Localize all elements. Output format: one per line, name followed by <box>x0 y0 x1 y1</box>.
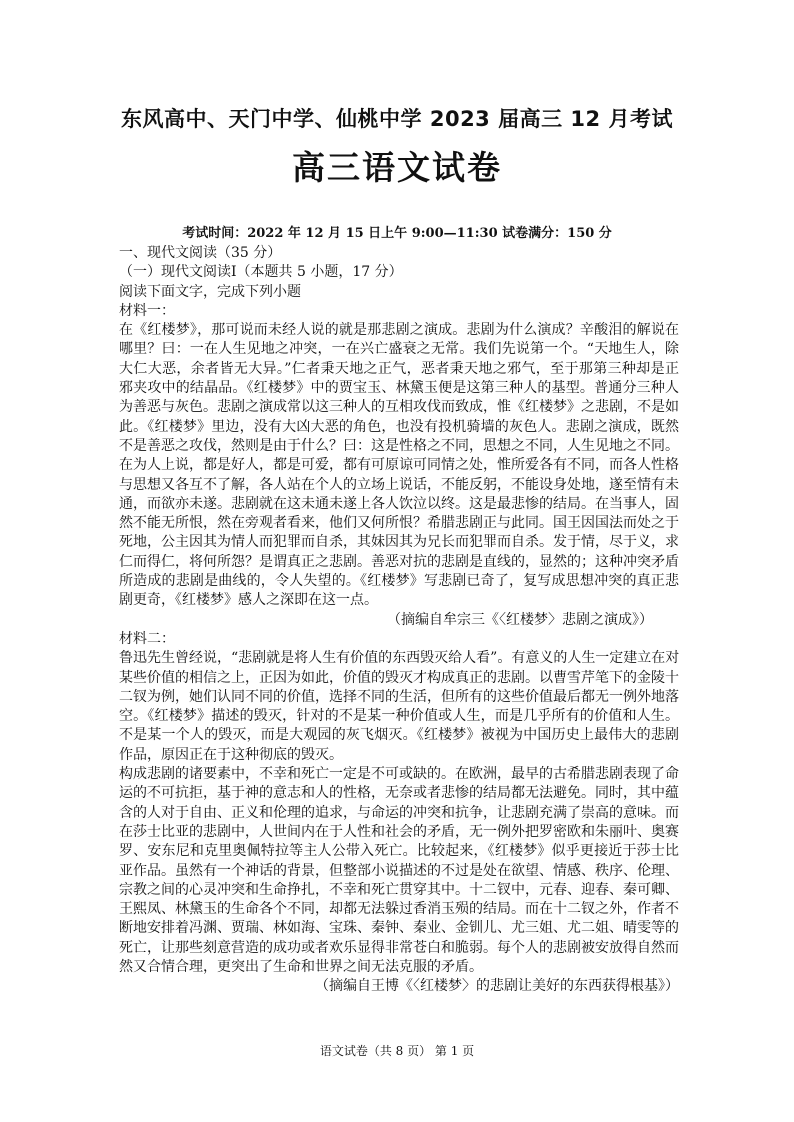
material2-paragraph-end: 作品，原因正在于这种彻底的毁灭。 <box>119 746 343 763</box>
material1-line: 所造成的悲剧是曲线的，令人失望的。《红楼梦》写悲剧已奇了，复写成思想冲突的真正悲 <box>119 573 679 590</box>
material1-line: 为善恶与灰色。悲剧之演成常以这三种人的互相攻伐而致成，惟《红楼梦》之悲剧，不是如 <box>119 399 679 416</box>
material1-label: 材料一： <box>119 302 175 319</box>
exam-body <box>119 244 679 997</box>
material2-line: 某些价值的相信之上，正因为如此，价值的毁灭才构成真正的悲剧。以曹雪芹笔下的金陵十 <box>119 669 679 686</box>
material1-line: 大仁大恶，余者皆无大异。”仁者秉天地之正气，恶者秉天地之邪气，至于那第三种却是正 <box>119 360 679 377</box>
section-subheading: （一）现代文阅读Ⅰ（本题共 5 小题，17 分） <box>119 264 403 281</box>
material2-line: 构成悲剧的诸要素中，不幸和死亡一定是不可或缺的。在欧洲，最早的古希腊悲剧表现了命 <box>119 766 679 783</box>
material2-line: 亚作品。虽然有一个神话的背景，但整部小说描述的不过是处在欲望、情感、秩序、伦理、 <box>119 862 679 879</box>
material2-line: 空。《红楼梦》描述的毁灭，针对的不是某一种价值或人生，而是几乎所有的价值和人生。 <box>119 708 679 725</box>
material2-line: 运的不可抗拒，基于神的意志和人的性格，无奈或者悲惨的结局都无法避免。同时，其中蕴 <box>119 785 679 802</box>
material1-line: 在《红楼梦》，那可说而未经人说的就是那悲剧之演成。悲剧为什么演成？辛酸泪的解说在 <box>119 322 679 339</box>
material1-line: 在为人上说，都是好人，都是可爱，都有可原谅可同情之处，惟所爱各有不同，而各人性格 <box>119 457 679 474</box>
material2-line: 断地安排着冯渊、贾瑞、林如海、宝珠、秦钟、秦业、金钏儿、尤三姐、尤二姐、晴雯等的 <box>119 920 679 937</box>
material1-line: 死地，公主因其为情人而犯罪而自杀，其妹因其为兄长而犯罪而自杀。发于情，尽于义，求 <box>119 534 679 551</box>
material2-line: 鲁迅先生曾经说，“悲剧就是将人生有价值的东西毁灭给人看”。有意义的人生一定建立在对 <box>119 650 679 667</box>
instruction: 阅读下面文字，完成下列小题 <box>119 283 301 300</box>
material2-line: 含的人对于自由、正义和伦理的追求，与命运的冲突和抗争，让悲剧充满了崇高的意味。而 <box>119 804 679 821</box>
material1-line: 与思想又各互不了解，各人站在个人的立场上说话，不能反躬，不能设身处地，遂至情有未 <box>119 476 679 493</box>
material1-line: 不是善恶之攻伐，然则是由于什么？曰：这是性格之不同，思想之不同，人生见地之不同。 <box>119 437 679 454</box>
material1-last-line: 剧更奇，《红楼梦》感人之深即在这一点。 <box>119 592 378 609</box>
material2-last-line: 然又合情合理，更突出了生命和世界之间无法克服的矛盾。 <box>119 958 483 975</box>
material1-line: 哪里？曰：一在人生见地之冲突，一在兴亡盛衰之无常。我们先说第一个。“天地生人，除 <box>119 341 679 358</box>
material2-line: 死亡，让那些刻意营造的成功或者欢乐显得非常苍白和脆弱。每个人的悲剧被安放得自然而 <box>119 939 679 956</box>
material1-line: 然不能无所恨，然在旁观者看来，他们又何所恨？希腊悲剧正与此同。国王因国法而处之于 <box>119 515 679 532</box>
material2-line: 罗、安东尼和克里奥佩特拉等主人公带入死亡。比较起来，《红楼梦》似乎更接近于莎士比 <box>119 843 679 860</box>
exam-info: 考试时间：2022 年 12 月 15 日上午 9:00—11:30 试卷满分：150 分 <box>182 226 612 241</box>
material2-line: 在莎士比亚的悲剧中，人世间内在于人性和社会的矛盾，无一例外把罗密欧和朱丽叶、奥赛 <box>119 823 679 840</box>
material2-line: 不是某一个人的毁灭，而是大观园的灰飞烟灭。《红楼梦》被视为中国历史上最伟大的悲剧 <box>119 727 679 744</box>
material1-line: 通，而欲亦未遂。悲剧就在这未通未遂上各人饮泣以终。这是最悲惨的结局。在当事人，固 <box>119 495 679 512</box>
material2-source: （摘编自王博《〈红楼梦〉的悲剧让美好的东西获得根基》） <box>315 978 679 995</box>
material2-line: 王熙凤、林黛玉的生命各个不同，却都无法躲过香消玉殒的结局。而在十二钗之外，作者不 <box>119 901 679 918</box>
section-heading: 一、现代文阅读（35 分） <box>119 245 282 261</box>
material2-line: 宗教之间的心灵冲突和生命挣扎，不幸和死亡贯穿其中。十二钗中，元春、迎春、秦可卿、 <box>119 881 679 898</box>
page-footer: 语文试卷（共 8 页） 第 1 页 <box>319 1044 475 1058</box>
material1-line: 邪夹攻中的结晶品。《红楼梦》中的贾宝玉、林黛玉便是这第三种人的基型。普通分三种人 <box>119 380 679 397</box>
material2-line: 二钗为例，她们认同不同的价值，选择不同的生活，但所有的这些价值最后都无一例外地落 <box>119 688 679 705</box>
exam-title: 东风高中、天门中学、仙桃中学 2023 届高三 12 月考试 <box>121 107 673 131</box>
material1-line: 此。《红楼梦》里边，没有大凶大恶的角色，也没有投机骑墙的灰色人。悲剧之演成，既然 <box>119 418 679 435</box>
material1-line: 仁而得仁，将何所怨？是谓真正之悲剧。善恶对抗的悲剧是直线的，显然的；这种冲突矛盾 <box>119 553 679 570</box>
material1-source: （摘编自牟宗三《〈红楼梦〉悲剧之演成》） <box>387 611 653 628</box>
paper-title: 高三语文试卷 <box>292 148 502 187</box>
material2-label: 材料二： <box>119 630 175 647</box>
